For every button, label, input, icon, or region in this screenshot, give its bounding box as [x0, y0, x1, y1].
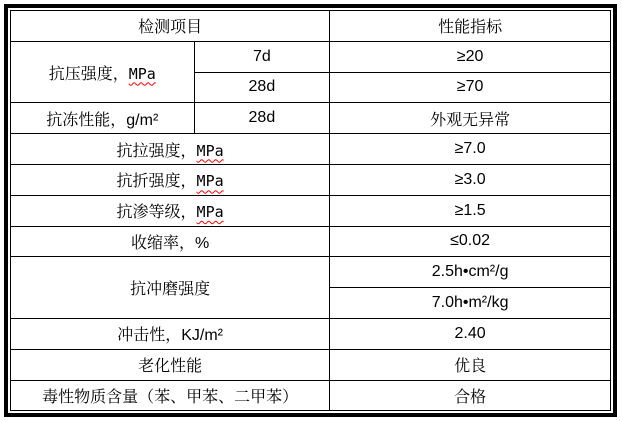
cell-impermeability-label — [11, 195, 330, 226]
compressive-unit-text: MPa — [128, 64, 156, 83]
row-frost — [11, 103, 611, 134]
impermeability-label-text: 抗渗等级， — [116, 204, 197, 222]
cell-aging-value: 优良 — [330, 349, 611, 380]
cell-flexural-value: ≥3.0 — [330, 164, 611, 195]
tensile-label-text: 抗拉强度， — [116, 142, 197, 160]
row-shrinkage — [11, 226, 611, 257]
flexural-unit-text: MPa — [196, 172, 224, 191]
header-performance-index: 性能指标 — [330, 11, 611, 42]
row-impermeability — [11, 195, 611, 226]
compressive-label-text: 抗压强度， — [48, 65, 129, 83]
tensile-unit-text: MPa — [196, 141, 224, 160]
row-abrasion-1 — [11, 257, 611, 288]
row-flexural — [11, 164, 611, 195]
impermeability-unit-text: MPa — [196, 203, 224, 222]
cell-impact-value: 2.40 — [330, 318, 611, 349]
cell-shrinkage-value: ≤0.02 — [330, 226, 611, 257]
row-tensile — [11, 134, 611, 165]
flexural-label-text: 抗折强度， — [116, 173, 197, 191]
cell-aging-label: 老化性能 — [11, 349, 330, 380]
row-aging — [11, 349, 611, 380]
table-outer-frame — [4, 4, 617, 417]
cell-shrinkage-label: 收缩率，% — [11, 226, 330, 257]
cell-tensile-value: ≥7.0 — [330, 134, 611, 165]
header-row — [11, 11, 611, 42]
row-impact — [11, 318, 611, 349]
cell-flexural-label — [11, 164, 330, 195]
cell-impermeability-value: ≥1.5 — [330, 195, 611, 226]
header-test-items: 检测项目 — [11, 11, 330, 42]
cell-abrasion-value-1: 2.5h•cm²/g — [330, 257, 611, 288]
cell-frost-value: 外观无异常 — [330, 103, 611, 134]
cell-compressive-age-28d: 28d — [194, 72, 330, 103]
cell-compressive-value-7d: ≥20 — [330, 41, 611, 72]
row-toxicity — [11, 380, 611, 411]
spec-table — [10, 10, 611, 411]
cell-compressive-age-7d: 7d — [194, 41, 330, 72]
cell-toxicity-label: 毒性物质含量（苯、甲苯、二甲苯） — [11, 380, 330, 411]
cell-toxicity-value: 合格 — [330, 380, 611, 411]
cell-tensile-label — [11, 134, 330, 165]
cell-abrasion-label: 抗冲磨强度 — [11, 257, 330, 319]
cell-abrasion-value-2: 7.0h•m²/kg — [330, 288, 611, 319]
cell-impact-label: 冲击性，KJ/m² — [11, 318, 330, 349]
cell-compressive-label — [11, 41, 195, 103]
row-compressive-7d — [11, 41, 611, 72]
cell-frost-label: 抗冻性能，g/m² — [11, 103, 195, 134]
cell-frost-age: 28d — [194, 103, 330, 134]
cell-compressive-value-28d: ≥70 — [330, 72, 611, 103]
